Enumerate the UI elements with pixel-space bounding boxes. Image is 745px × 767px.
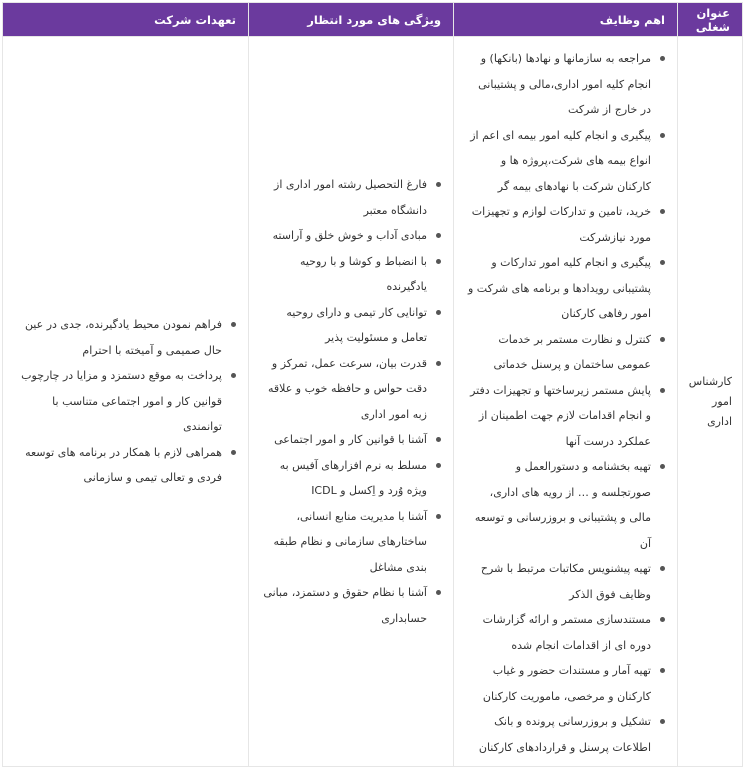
duties-cell xyxy=(454,37,678,767)
list-item: مسلط به نرم افزارهای آفیس به ویژه وُرد و اِکسل و ICDL xyxy=(263,453,447,504)
list-item: پیگیری و انجام کلیه امور تدارکات و پشتیبانی رویدادها و برنامه های شرکت و امور رفاهی کارکنان xyxy=(466,250,671,327)
list-item: پیگیری و انجام کلیه امور بیمه ای اعم از انواع بیمه های شرکت،پروژه ها و کارکنان شرکت با نهادهای بیمه گر xyxy=(466,123,671,200)
list-item: آشنا با نظام حقوق و دستمزد، مبانی حسابداری xyxy=(263,580,447,631)
header-job-title: عنوان شغلی xyxy=(678,3,743,37)
table-header-row xyxy=(3,3,743,37)
list-item: خرید، تامین و تدارکات لوازم و تجهیزات مورد نیازشرکت xyxy=(466,199,671,250)
list-item: پرداخت به موقع دستمزد و مزایا در چارچوب قوانین کار و امور اجتماعی متناسب با توانمندی xyxy=(19,363,242,440)
list-item: تهیه بخشنامه و دستورالعمل و صورتجلسه و … از رویه های اداری، مالی و پشتیبانی و بروزرسانی و توسعه آن xyxy=(466,454,671,556)
list-item: مبادی آداب و خوش خلق و آراسته xyxy=(263,223,447,249)
features-cell xyxy=(249,37,454,767)
list-item: با انضباط و کوشا و با روحیه یادگیرنده xyxy=(263,249,447,300)
list-item: آشنا با مدیریت منابع انسانی، ساختارهای سازمانی و نظام طبقه بندی مشاغل xyxy=(263,504,447,581)
list-item: تشکیل و بروزرسانی پرونده و بانک اطلاعات پرسنل و قراردادهای کارکنان xyxy=(466,709,671,760)
list-item: تهیه آمار و مستندات حضور و غیاب کارکنان و مرخصی، ماموریت کارکنان xyxy=(466,658,671,709)
commitments-list xyxy=(19,312,242,491)
job-description-table xyxy=(2,2,743,767)
list-item: تهیه پیشنویس مکاتبات مرتبط با شرح وظایف فوق الذکر xyxy=(466,556,671,607)
list-item: همراهی لازم با همکار در برنامه های توسعه فردی و تعالی تیمی و سازمانی xyxy=(19,440,242,491)
table-row xyxy=(3,37,743,767)
header-company-commitments: تعهدات شرکت xyxy=(3,3,249,37)
list-item: مراجعه به سازمانها و نهادها (بانکها) و انجام کلیه امور اداری،مالی و پشتیبانی در خارج از شرکت xyxy=(466,46,671,123)
list-item: فارغ التحصیل رشته امور اداری از دانشگاه معتبر xyxy=(263,172,447,223)
list-item: مستندسازی مستمر و ارائه گزارشات دوره ای از اقدامات انجام شده xyxy=(466,607,671,658)
features-list xyxy=(263,172,447,631)
list-item: قدرت بیان، سرعت عمل، تمرکز و دقت حواس و حافظه خوب و علاقه زبه امور اداری xyxy=(263,351,447,428)
header-expected-features: ویژگی های مورد انتظار xyxy=(249,3,454,37)
duties-list xyxy=(466,46,671,760)
list-item: پایش مستمر زیرساختها و تجهیزات دفتر و انجام اقدامات لازم جهت اطمینان از عملکرد درست آنها xyxy=(466,378,671,455)
list-item: آشنا با قوانین کار و امور اجتماعی xyxy=(263,427,447,453)
list-item: فراهم نمودن محیط یادگیرنده، جدی در عین حال صمیمی و آمیخته با احترام xyxy=(19,312,242,363)
list-item: توانایی کار تیمی و دارای روحیه تعامل و مسئولیت پذیر xyxy=(263,300,447,351)
header-main-duties: اهم وظایف xyxy=(454,3,678,37)
job-title-cell: کارشناس امور اداری xyxy=(678,37,743,767)
commitments-cell xyxy=(3,37,249,767)
list-item: کنترل و نظارت مستمر بر خدمات عمومی ساختمان و پرسنل خدماتی xyxy=(466,327,671,378)
